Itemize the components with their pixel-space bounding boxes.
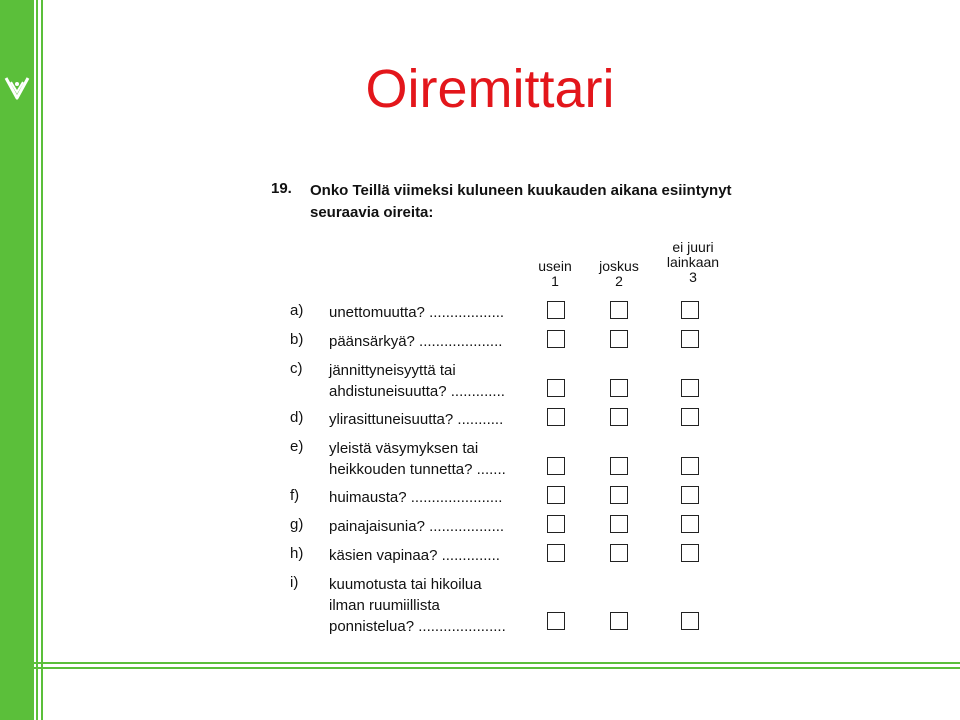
checkbox-joskus[interactable] (610, 408, 628, 426)
item-text: huimausta? ...................... (329, 489, 503, 506)
item-text: painajaisunia? .................. (329, 518, 505, 535)
checkbox-joskus[interactable] (610, 457, 628, 475)
item-letter: f) (290, 487, 300, 504)
item-text: kuumotusta tai hikoilua ilman ruumiillista ponnistelua? ..................... (329, 576, 506, 635)
checkbox-usein[interactable] (547, 301, 565, 319)
checkbox-joskus[interactable] (610, 330, 628, 348)
item-text: käsien vapinaa? .............. (329, 547, 500, 564)
column-header-usein: usein 1 (538, 258, 572, 289)
checkbox-ei-juuri-lainkaan[interactable] (681, 330, 699, 348)
page-title: Oiremittari (365, 59, 615, 119)
item-letter: g) (290, 516, 304, 533)
item-text: yleistä väsymyksen tai heikkouden tunnetta? ....... (329, 440, 506, 478)
checkbox-ei-juuri-lainkaan[interactable] (681, 612, 699, 630)
checkbox-usein[interactable] (547, 612, 565, 630)
question-number: 19. (271, 180, 292, 197)
checkbox-joskus[interactable] (610, 301, 628, 319)
checkbox-joskus[interactable] (610, 612, 628, 630)
checkbox-ei-juuri-lainkaan[interactable] (681, 457, 699, 475)
item-letter: d) (290, 409, 304, 426)
checkbox-usein[interactable] (547, 408, 565, 426)
item-letter: c) (290, 360, 303, 377)
item-text: päänsärkyä? .................... (329, 333, 503, 350)
question-text: Onko Teillä viimeksi kuluneen kuukauden aikana esiintynyt seuraavia oireita: (310, 182, 732, 221)
checkbox-usein[interactable] (547, 544, 565, 562)
item-letter: h) (290, 545, 304, 562)
item-text: unettomuutta? .................. (329, 304, 505, 321)
item-letter: i) (290, 574, 299, 591)
column-header-joskus: joskus 2 (599, 258, 639, 289)
item-letter: b) (290, 331, 304, 348)
checkbox-joskus[interactable] (610, 515, 628, 533)
checkbox-ei-juuri-lainkaan[interactable] (681, 544, 699, 562)
item-text: jännittyneisyyttä tai ahdistuneisuutta? ............. (329, 362, 505, 400)
checkbox-usein[interactable] (547, 515, 565, 533)
item-letter: e) (290, 438, 304, 455)
checkbox-ei-juuri-lainkaan[interactable] (681, 379, 699, 397)
column-header-ei-juuri-lainkaan: ei juuri lainkaan 3 (666, 239, 720, 285)
item-text: ylirasittuneisuutta? ........... (329, 411, 504, 428)
checkbox-ei-juuri-lainkaan[interactable] (681, 301, 699, 319)
checkbox-usein[interactable] (547, 486, 565, 504)
checkbox-usein[interactable] (547, 379, 565, 397)
checkbox-joskus[interactable] (610, 544, 628, 562)
checkbox-joskus[interactable] (610, 486, 628, 504)
checkbox-ei-juuri-lainkaan[interactable] (681, 515, 699, 533)
checkbox-ei-juuri-lainkaan[interactable] (681, 408, 699, 426)
checkbox-ei-juuri-lainkaan[interactable] (681, 486, 699, 504)
item-letter: a) (290, 302, 304, 319)
checkbox-joskus[interactable] (610, 379, 628, 397)
checkbox-usein[interactable] (547, 330, 565, 348)
checkbox-usein[interactable] (547, 457, 565, 475)
